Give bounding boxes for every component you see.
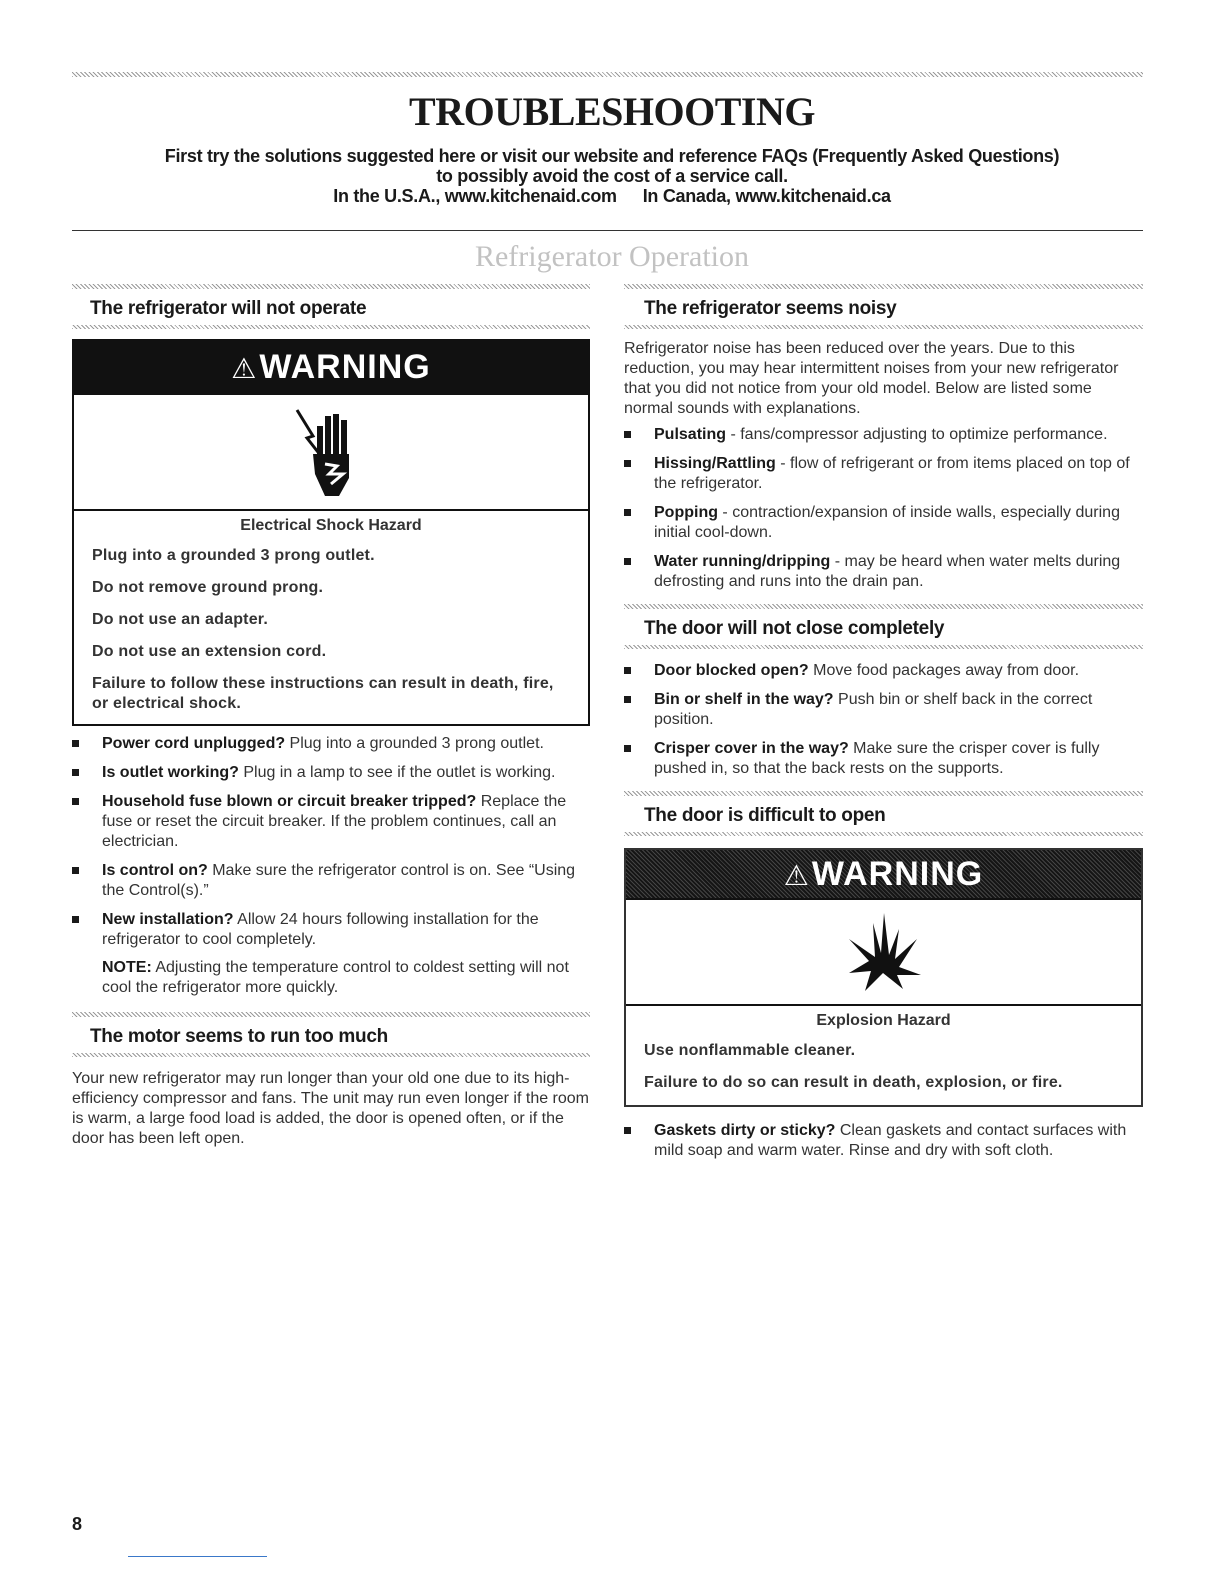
bullet-icon (624, 460, 631, 467)
list-item: Power cord unplugged? Plug into a grounded 3 prong outlet. (72, 734, 590, 754)
hazard-title: Electrical Shock Hazard (240, 517, 422, 534)
warning-line: Failure to do so can result in death, explosion, or fire. (644, 1074, 1063, 1091)
bullet-icon (624, 509, 631, 516)
intro-line-2: to possibly avoid the cost of a service call. (436, 166, 788, 186)
heading-door-close: The door will not close completely (644, 618, 945, 639)
bullet-icon (624, 745, 631, 752)
intro-block (0, 146, 1224, 206)
list-item: Household fuse blown or circuit breaker tripped? Replace the fuse or reset the circuit breaker. If the problem continues, call an electrician. (72, 792, 590, 852)
list-item: Crisper cover in the way? Make sure the crisper cover is fully pushed in, so that the back rests on the supports. (624, 739, 1143, 779)
will-not-operate-list (72, 734, 590, 950)
warning-line: Do not remove ground prong. (92, 579, 324, 596)
intro-line-1: First try the solutions suggested here or visit our website and reference FAQs (Frequently Asked Questions) (164, 146, 1060, 166)
list-item: Pulsating - fans/compressor adjusting to optimize performance. (624, 425, 1143, 445)
bullet-icon (72, 769, 79, 776)
bullet-icon (624, 431, 631, 438)
list-item: Water running/dripping - may be heard when water melts during defrosting and runs into the drain pan. (624, 552, 1143, 592)
warning-icon-area (626, 898, 1141, 1006)
warning-line: Plug into a grounded 3 prong outlet. (92, 547, 375, 564)
warning-line: Failure to follow these instructions can result in death, fire, or electrical shock. (92, 675, 554, 712)
top-hatched-rule (72, 72, 1143, 77)
section-rule (72, 1053, 590, 1057)
usa-website: In the U.S.A., www.kitchenaid.com (333, 186, 617, 206)
section-rule (72, 325, 590, 329)
warning-triangle-icon: ⚠ (783, 860, 810, 891)
bullet-icon (624, 1127, 631, 1134)
list-item: Is control on? Make sure the refrigerator control is on. See “Using the Control(s).” (72, 861, 590, 901)
motor-body: Your new refrigerator may run longer than your old one due to its high-efficiency compressor and fans. The unit may run even longer if the room is warm, a large food load is added, the door is opened often, or if the door has been left open. (72, 1070, 590, 1147)
noisy-list (624, 425, 1143, 592)
heading-will-not-operate: The refrigerator will not operate (90, 298, 367, 319)
noisy-body: Refrigerator noise has been reduced over the years. Due to this reduction, you may hear intermittent noises from your new refrigerator that you did not notice from your old model. Below are listed some normal sounds with explanations. (624, 340, 1119, 417)
bullet-icon (72, 798, 79, 805)
electrical-shock-hand-icon (291, 404, 371, 500)
intro-divider (72, 230, 1143, 231)
page-title: TROUBLESHOOTING (409, 89, 815, 134)
warning-line: Use nonflammable cleaner. (644, 1042, 856, 1059)
canada-website: In Canada, www.kitchenaid.ca (642, 186, 891, 206)
intro-websites (0, 186, 1224, 206)
page-number: 8 (72, 1514, 83, 1534)
heading-noisy: The refrigerator seems noisy (644, 298, 897, 319)
left-column (72, 284, 590, 1149)
heading-motor: The motor seems to run too much (90, 1026, 388, 1047)
explosion-warning-box (624, 848, 1143, 1107)
list-item: New installation? Allow 24 hours following installation for the refrigerator to cool completely. (72, 910, 590, 950)
bullet-icon (72, 867, 79, 874)
warning-line: Do not use an extension cord. (92, 643, 327, 660)
bullet-icon (624, 696, 631, 703)
bullet-icon (624, 558, 631, 565)
hazard-title: Explosion Hazard (816, 1012, 951, 1029)
door-open-list (624, 1121, 1143, 1161)
list-item: Popping - contraction/expansion of inside walls, especially during initial cool-down. (624, 503, 1143, 543)
bullet-icon (72, 916, 79, 923)
warning-icon-area (74, 393, 588, 511)
list-item: Gaskets dirty or sticky? Clean gaskets and contact surfaces with mild soap and warm water. Rinse and dry with soft cloth. (624, 1121, 1143, 1161)
section-title: Refrigerator Operation (474, 240, 750, 273)
bullet-icon (72, 740, 79, 747)
explosion-icon (839, 909, 929, 995)
warning-triangle-icon: ⚠ (231, 353, 258, 384)
list-item: Is outlet working? Plug in a lamp to see if the outlet is working. (72, 763, 590, 783)
list-item: Bin or shelf in the way? Push bin or shelf back in the correct position. (624, 690, 1143, 730)
warning-text (626, 1006, 1141, 1105)
section-rule (624, 645, 1143, 649)
door-close-list (624, 661, 1143, 779)
warning-line: Do not use an adapter. (92, 611, 268, 628)
right-column (624, 284, 1143, 1170)
warning-header: ⚠WARNING (74, 341, 588, 393)
list-item: Door blocked open? Move food packages away from door. (624, 661, 1143, 681)
heading-door-open: The door is difficult to open (644, 805, 886, 826)
footer-line (128, 1556, 267, 1557)
section-rule (624, 832, 1143, 836)
warning-header: ⚠WARNING (626, 850, 1141, 898)
note: NOTE: Adjusting the temperature control to coldest setting will not cool the refrigerator more quickly. (102, 959, 569, 996)
warning-text (74, 511, 588, 724)
shock-warning-box (72, 339, 590, 726)
bullet-icon (624, 667, 631, 674)
list-item: Hissing/Rattling - flow of refrigerant or from items placed on top of the refrigerator. (624, 454, 1143, 494)
section-rule (624, 325, 1143, 329)
